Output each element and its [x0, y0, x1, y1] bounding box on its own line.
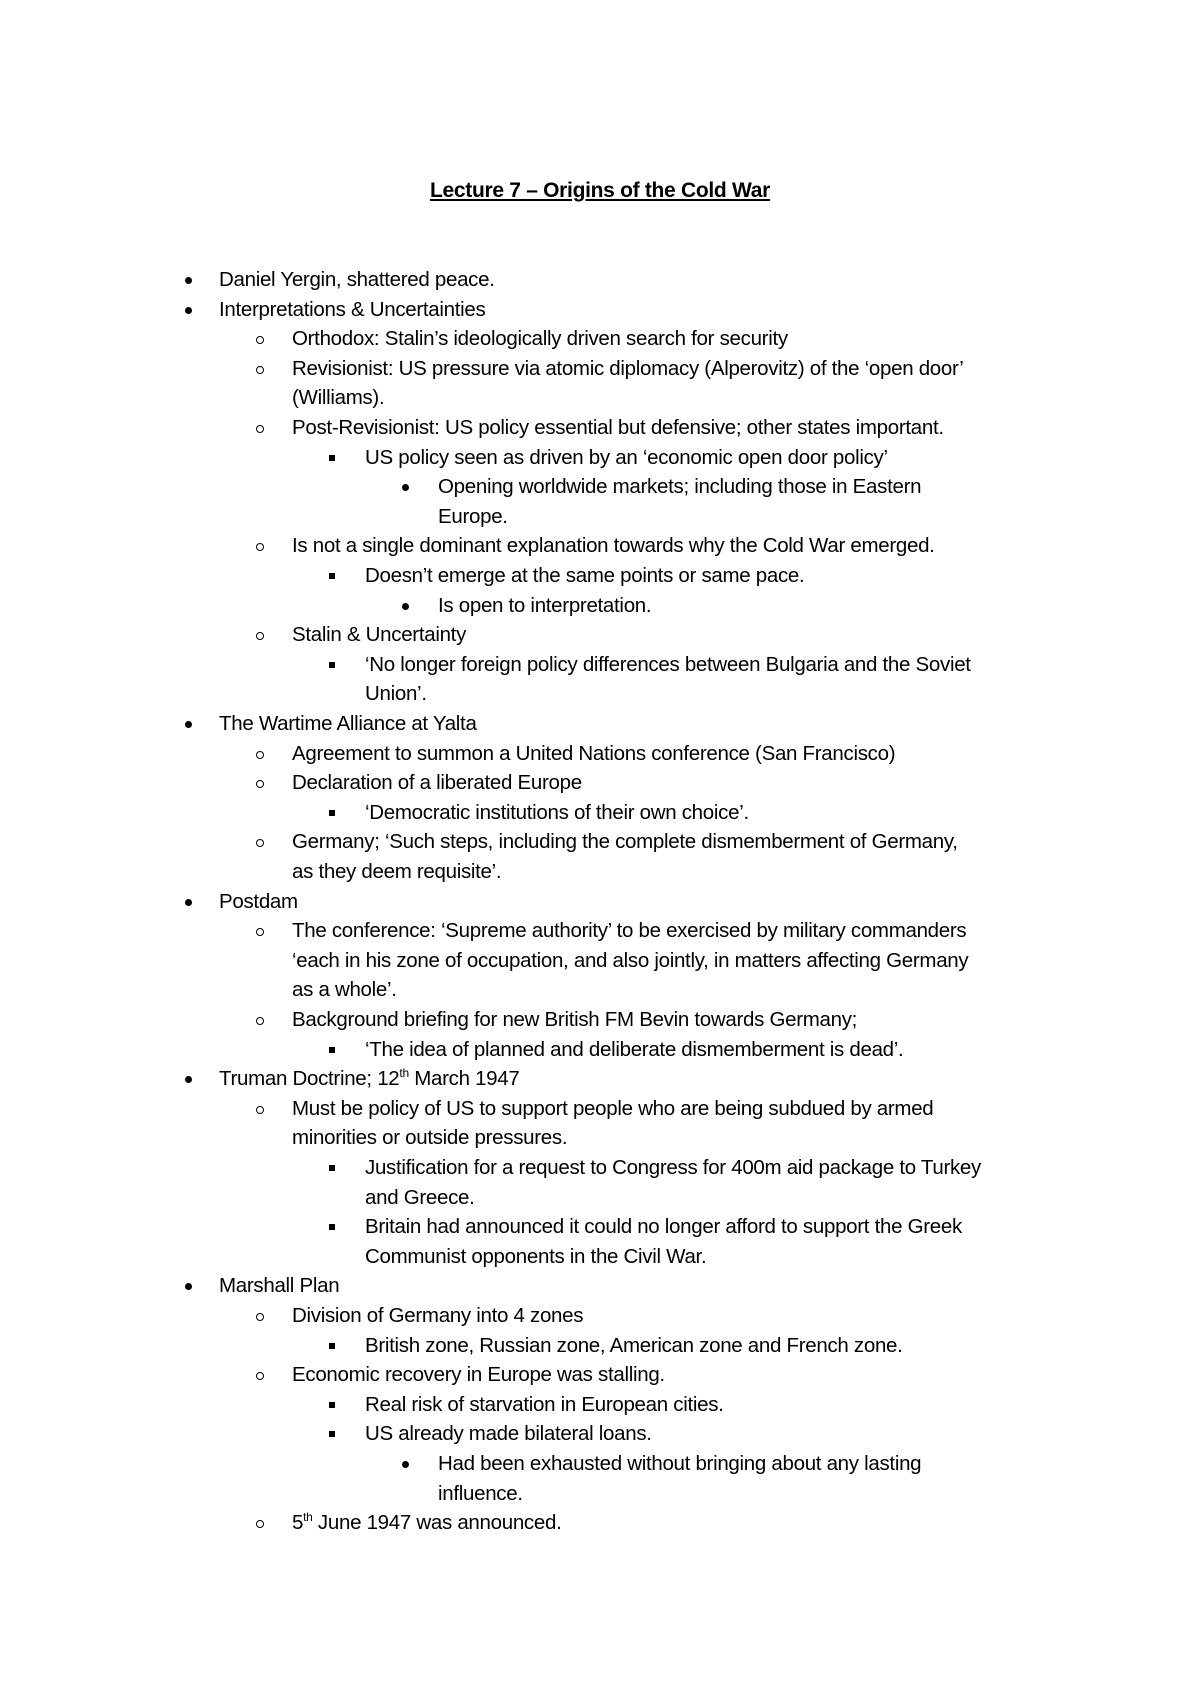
list-item-text: Is not a single dominant explanation towards why the Cold War emerged. [292, 534, 935, 558]
bullet-dot-icon [185, 1076, 192, 1083]
list-item-text: and Greece. [365, 1185, 475, 1209]
list-item [292, 413, 944, 443]
list-item [292, 768, 582, 798]
bullet-dot-icon [185, 277, 192, 284]
list-item-text: Is open to interpretation. [438, 593, 652, 617]
bullet-dot-icon [185, 307, 192, 314]
list-item-text: ‘No longer foreign policy differences between Bulgaria and the Soviet [365, 652, 971, 676]
bullet-square-icon [329, 1343, 335, 1349]
ordinal-suffix: th [399, 1066, 409, 1081]
list-item-text: 5 [292, 1511, 304, 1535]
list-item-text: Justification for a request to Congress for 400m aid package to Turkey [365, 1156, 981, 1179]
bullet-circle-icon [256, 336, 264, 344]
list-item [365, 1212, 962, 1242]
bullet-square-icon [329, 1431, 335, 1437]
list-item-text: Had been exhausted without bringing about any lasting [438, 1452, 922, 1475]
list-item-text: Marshall Plan [219, 1274, 340, 1298]
bullet-dot-icon [185, 1283, 192, 1290]
list-item-text: ‘each in his zone of occupation, and also jointly, in matters affecting Germany [292, 948, 969, 972]
list-item-text: The conference: ‘Supreme authority’ to be exercised by military commanders [292, 919, 967, 943]
list-item [438, 472, 921, 502]
bullet-square-icon [329, 810, 335, 816]
list-item-text: Real risk of starvation in European cities. [365, 1392, 724, 1416]
bullet-circle-icon [256, 543, 264, 551]
bullet-circle-icon [256, 366, 264, 374]
bullet-dot-icon [402, 603, 409, 610]
bullet-square-icon [329, 1165, 335, 1171]
list-item-text: British zone, Russian zone, American zone and French zone. [365, 1333, 903, 1357]
list-item-text: Agreement to summon a United Nations conference (San Francisco) [292, 741, 896, 765]
list-item [438, 1479, 523, 1509]
list-item [292, 1508, 561, 1538]
list-item-text: Opening worldwide markets; including those in Eastern [438, 475, 922, 499]
list-item-text: US already made bilateral loans. [365, 1422, 652, 1446]
bullet-square-icon [329, 1224, 335, 1230]
bullet-circle-icon [256, 1106, 264, 1114]
list-item [292, 324, 788, 354]
list-item-text: Orthodox: Stalin’s ideologically driven search for security [292, 327, 788, 351]
list-item-text: ‘The idea of planned and deliberate dismemberment is dead’. [365, 1037, 904, 1061]
bullet-dot-icon [185, 721, 192, 728]
list-item [219, 709, 477, 739]
list-item [365, 561, 804, 591]
bullet-circle-icon [256, 928, 264, 936]
list-item-text: Post-Revisionist: US policy essential but defensive; other states important. [292, 416, 944, 439]
list-item-text: Interpretations & Uncertainties [219, 297, 486, 321]
list-item [365, 679, 427, 709]
list-item-text: Declaration of a liberated Europe [292, 771, 582, 795]
list-item-text: Germany; ‘Such steps, including the complete dismemberment of Germany, [292, 830, 958, 854]
list-item [438, 502, 508, 532]
bullet-dot-icon [402, 1461, 409, 1468]
list-item-text: Postdam [219, 889, 298, 913]
list-item [292, 1005, 857, 1035]
list-item-text: Background briefing for new British FM Bevin towards Germany; [292, 1008, 858, 1031]
bullet-circle-icon [256, 1313, 264, 1321]
list-item [292, 531, 935, 561]
document-title: Lecture 7 – Origins of the Cold War [430, 179, 770, 202]
list-item [292, 354, 964, 384]
list-item [219, 295, 485, 325]
list-item [292, 1301, 583, 1331]
bullet-circle-icon [256, 1372, 264, 1380]
list-item [292, 857, 501, 887]
list-item [219, 1064, 519, 1094]
list-item-text: Britain had announced it could no longer afford to support the Greek [365, 1215, 962, 1239]
list-item [365, 650, 971, 680]
bullet-dot-icon [402, 484, 409, 491]
list-item [365, 1035, 903, 1065]
bullet-circle-icon [256, 839, 264, 847]
list-item-text: Daniel Yergin, shattered peace. [219, 268, 495, 291]
list-item-text: Economic recovery in Europe was stalling. [292, 1363, 665, 1387]
list-item-text: ‘Democratic institutions of their own choice’. [365, 800, 749, 824]
list-item-text: Doesn’t emerge at the same points or same pace. [365, 564, 805, 587]
bullet-square-icon [329, 662, 335, 668]
bullet-circle-icon [256, 632, 264, 640]
list-item-text: Communist opponents in the Civil War. [365, 1244, 707, 1268]
list-item-text: as a whole’. [292, 978, 397, 1002]
bullet-dot-icon [185, 899, 192, 906]
ordinal-suffix: th [303, 1510, 313, 1525]
list-item [365, 1242, 706, 1272]
list-item [438, 591, 651, 621]
list-item-text: US policy seen as driven by an ‘economic open door policy’ [365, 445, 888, 469]
list-item [365, 798, 749, 828]
list-item [292, 739, 895, 769]
bullet-circle-icon [256, 1017, 264, 1025]
list-item [365, 1390, 724, 1420]
list-item-text: influence. [438, 1481, 523, 1505]
bullet-square-icon [329, 1047, 335, 1053]
list-item-text: Revisionist: US pressure via atomic diplomacy (Alperovitz) of the ‘open door’ [292, 356, 964, 380]
list-item [292, 975, 397, 1005]
list-item-text: The Wartime Alliance at Yalta [219, 712, 477, 735]
bullet-square-icon [329, 455, 335, 461]
list-item-text: Truman Doctrine; 12 [219, 1067, 400, 1091]
list-item-text-continued: June 1947 was announced. [312, 1511, 562, 1535]
bullet-circle-icon [256, 780, 264, 788]
list-item-text: Division of Germany into 4 zones [292, 1304, 584, 1327]
bullet-circle-icon [256, 751, 264, 759]
list-item [219, 1271, 339, 1301]
list-item [219, 887, 298, 917]
list-item [365, 1419, 652, 1449]
list-item [292, 620, 466, 650]
bullet-square-icon [329, 1402, 335, 1408]
list-item [292, 1123, 567, 1153]
list-item [365, 1331, 903, 1361]
list-item-text: Europe. [438, 504, 508, 528]
list-item [365, 1183, 475, 1213]
list-item-text: Stalin & Uncertainty [292, 623, 467, 647]
list-item [365, 443, 888, 473]
list-item [292, 1094, 933, 1124]
list-item [219, 265, 495, 295]
list-item-text: Must be policy of US to support people who are being subdued by armed [292, 1096, 934, 1120]
list-item-text: (Williams). [292, 386, 385, 410]
list-item [438, 1449, 921, 1479]
list-item [292, 1360, 665, 1390]
bullet-circle-icon [256, 1520, 264, 1528]
list-item [365, 1153, 981, 1183]
list-item-text-continued: March 1947 [408, 1067, 520, 1091]
list-item-text: Union’. [365, 682, 427, 706]
list-item [292, 383, 384, 413]
bullet-circle-icon [256, 425, 264, 433]
list-item [292, 916, 966, 946]
bullet-square-icon [329, 573, 335, 579]
list-item [292, 827, 958, 857]
list-item-text: minorities or outside pressures. [292, 1126, 568, 1150]
list-item [292, 946, 968, 976]
list-item-text: as they deem requisite’. [292, 860, 502, 883]
